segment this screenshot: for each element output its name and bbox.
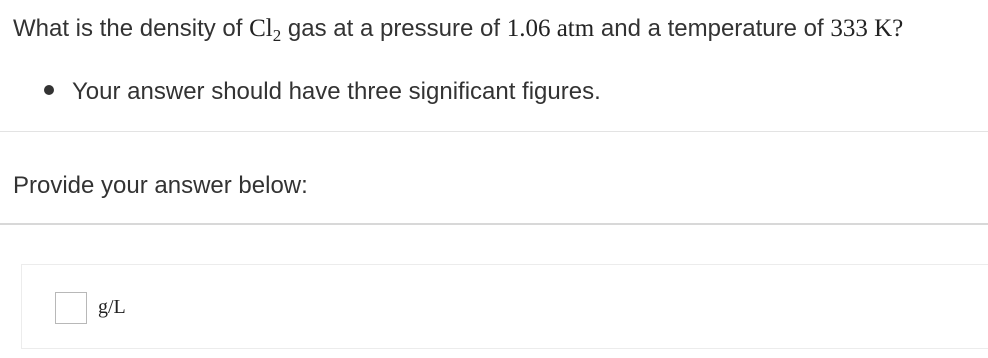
answer-panel bbox=[21, 264, 988, 349]
pressure-value: 1.06 bbox=[506, 15, 551, 42]
answer-input[interactable] bbox=[55, 292, 87, 324]
instruction-item bbox=[44, 76, 601, 108]
pressure-unit: atm bbox=[556, 15, 595, 42]
bullet-icon bbox=[44, 85, 54, 95]
temperature-quantity bbox=[830, 15, 892, 42]
formula-subscript: 2 bbox=[272, 26, 282, 45]
question-text bbox=[13, 13, 903, 45]
question-middle-1: gas at a pressure of bbox=[281, 15, 507, 42]
section-divider bbox=[0, 131, 988, 132]
answer-prompt: Provide your answer below: bbox=[13, 172, 308, 199]
unit-label: g/L bbox=[98, 296, 126, 318]
answer-section-divider bbox=[0, 223, 988, 225]
question-prefix: What is the density of bbox=[13, 15, 250, 42]
formula-symbol: Cl bbox=[249, 15, 273, 42]
instruction-text: Your answer should have three significant figures. bbox=[72, 78, 601, 105]
temperature-value: 333 bbox=[830, 15, 868, 42]
chlorine-formula bbox=[249, 15, 282, 45]
question-suffix: ? bbox=[892, 15, 904, 42]
question-middle-2: and a temperature of bbox=[594, 15, 831, 42]
temperature-unit: K bbox=[874, 15, 893, 42]
pressure-quantity bbox=[507, 15, 595, 42]
